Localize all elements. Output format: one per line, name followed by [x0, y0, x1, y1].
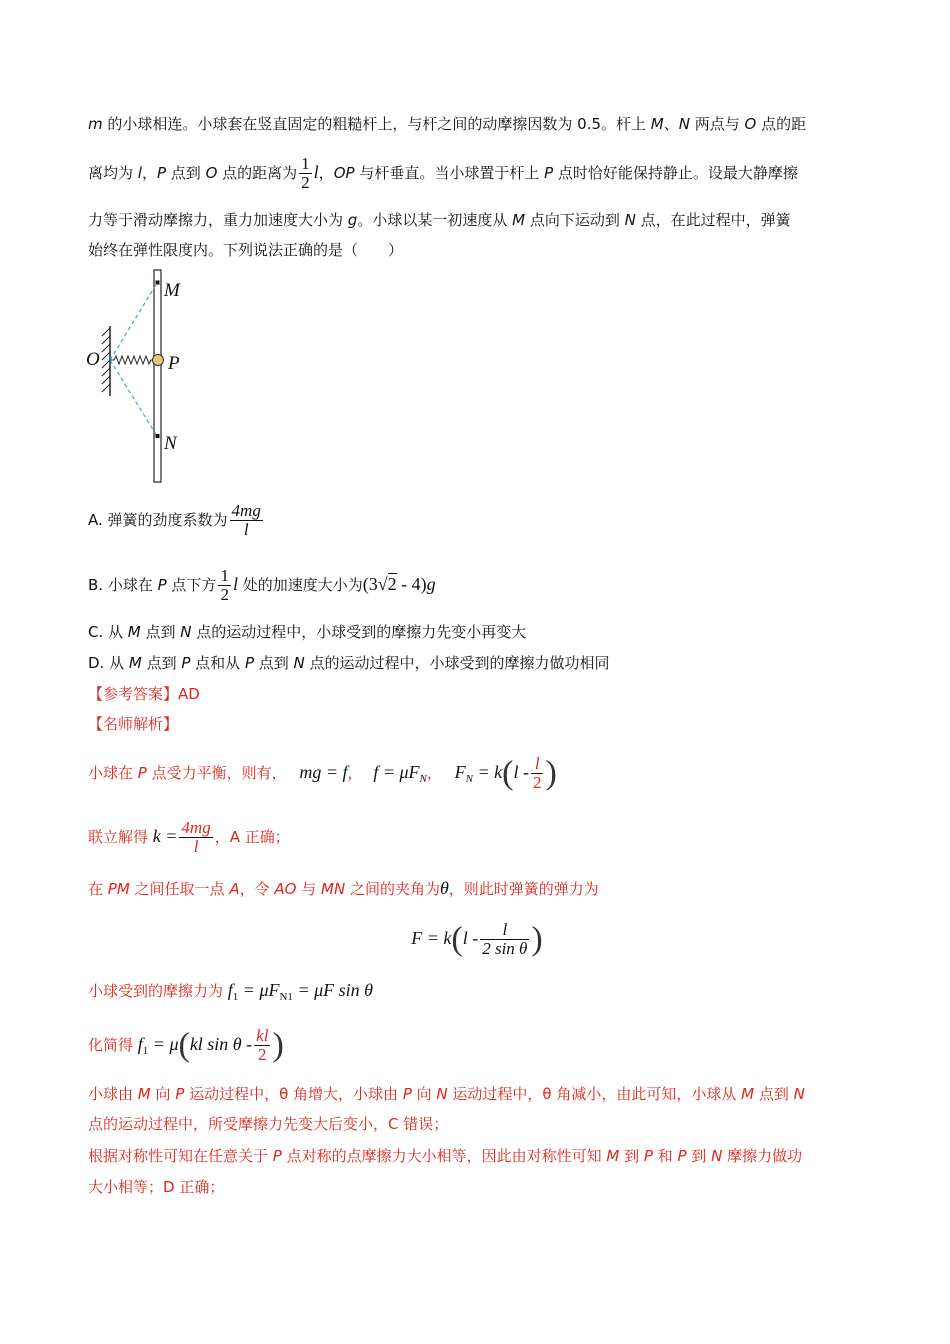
text-run: m: [88, 115, 103, 133]
text-run: MN: [321, 880, 346, 898]
text-run: O: [744, 115, 757, 133]
text-run: A: [229, 880, 240, 898]
text-run: 两点与: [690, 115, 745, 133]
text-run: P: [677, 1147, 687, 1165]
text-run: 运动过程中，θ 角增大，小球由: [184, 1085, 403, 1103]
text-run: 点到: [754, 1085, 794, 1103]
solution-line-1: 小球在 P 点受力平衡，则有， mg = f， $f = \mu F_N$， $F_N = k(l$ - $\frac{l}{2}$ ): [88, 754, 557, 792]
option-C: [88, 620, 866, 644]
text-run: 点到: [141, 654, 182, 672]
text-run: 摩擦力做功: [722, 1147, 803, 1165]
fraction-half: $\frac{1}{2}$: [301, 154, 310, 192]
solution-line-3: 在 PM 之间任取一点 A，令 AO 与 MN 之间的夹角为θ，则此时弹簧的弹力为: [88, 878, 599, 898]
option-A: A. 弹簧的劲度系数为 $\frac{4mg}{l}$: [88, 501, 261, 539]
text-run: M: [512, 211, 526, 229]
analysis-label: 【名师解析】: [88, 715, 179, 733]
text-run: 点的运动过程中，小球受到的摩擦力先变小再变大: [191, 623, 527, 641]
question-line-3: [88, 208, 866, 232]
text-run: 到: [619, 1147, 644, 1165]
text-run: C. 从: [88, 623, 128, 641]
text-run: M: [128, 654, 142, 672]
text-run: M: [650, 115, 664, 133]
question-line-1: [88, 112, 866, 136]
text-run: 和: [652, 1147, 678, 1165]
text-run: M: [606, 1147, 620, 1165]
text-run: N: [180, 623, 192, 641]
text-run: g: [347, 211, 358, 229]
text-run: P: [643, 1147, 653, 1165]
fraction-k: $\frac{4mg}{l}$: [181, 818, 211, 856]
ball: [153, 355, 164, 366]
text-run: AO: [274, 880, 297, 898]
text-run: 力等于滑动摩擦力，重力加速度大小为: [88, 211, 348, 229]
text-run: 点的运动过程中，小球受到的摩擦力做功相同: [304, 654, 610, 672]
fraction-kl-2: $\frac{kl}{2}$: [256, 1026, 269, 1064]
text-run: N: [293, 654, 305, 672]
text-run: 向: [150, 1085, 176, 1103]
label-P: P: [168, 353, 180, 374]
fraction-4mg-l: $\frac{4mg}{l}$: [231, 501, 261, 539]
point-N: [156, 434, 160, 438]
fraction-l-2sin: $\frac{l}{\text{2 sin θ}}$: [482, 920, 528, 958]
text-run: P: [402, 1085, 412, 1103]
dashed-line-ON: [110, 360, 157, 436]
solution-line-5: 小球受到的摩擦力为 $f_1 = \mu F_{N1} = \mu F$ sin θ: [88, 980, 373, 1003]
fraction-l-2: $\frac{l}{2}$: [532, 754, 542, 792]
text-run: PM: [107, 880, 130, 898]
text-run: 点，在此过程中，弹簧: [635, 211, 791, 229]
spring-rod-figure: [80, 266, 220, 486]
label-O: O: [86, 349, 100, 370]
text-run: M: [137, 1085, 151, 1103]
text-run: 之间的夹角为: [345, 880, 440, 898]
option-D: [88, 651, 866, 675]
text-run: 点和从: [190, 654, 245, 672]
solution-line-7: [88, 1082, 866, 1106]
text-run: 之间任取一点: [129, 880, 230, 898]
label-N: N: [164, 433, 177, 454]
spring: [110, 356, 154, 364]
solution-line-10: 大小相等；D 正确；: [88, 1178, 225, 1196]
dashed-line-OM: [110, 283, 157, 360]
text-run: 。小球以某一初速度从: [357, 211, 513, 229]
text-run: D. 从: [88, 654, 129, 672]
text-run: 根据对称性可知在任意关于: [88, 1147, 273, 1165]
solution-line-6: 化简得 $f_1 = \mu(kl$ sin θ - $\frac{kl}{2}$ ): [88, 1026, 284, 1064]
text-run: 向: [411, 1085, 437, 1103]
text-run: 的小球相连。小球套在竖直固定的粗糙杆上，与杆之间的动摩擦因数为 0.5。杆上: [102, 115, 651, 133]
text-run: 点到: [140, 623, 181, 641]
solution-line-4: F = k(l - $\frac{l}{\text{2 sin θ}}$ ): [411, 920, 543, 958]
answer-label: 【参考答案】AD: [88, 685, 200, 703]
text-run: 点到: [254, 654, 294, 672]
text-run: N: [711, 1147, 723, 1165]
text-run: P: [244, 654, 254, 672]
text-run: 在: [88, 880, 108, 898]
text-run: P: [175, 1085, 185, 1103]
fraction-half-b: $\frac{1}{2}$: [220, 566, 229, 604]
text-run: P: [272, 1147, 282, 1165]
text-run: N: [793, 1085, 805, 1103]
text-run: M: [127, 623, 141, 641]
sqrt-sign: √: [377, 574, 388, 594]
text-run: 、: [663, 115, 679, 133]
text-run: N: [436, 1085, 448, 1103]
option-B: B. 小球在 P 点下方 $\frac{1}{2}$ l 处的加速度大小为(3√2 - 4)g: [88, 566, 436, 604]
text-run: 点对称的点摩擦力大小相等，因此由对称性可知: [281, 1147, 607, 1165]
question-line-2: 离均为 l，P 点到 O 点的距离为 $\frac{1}{2}$ l，OP 与杆垂直。当小球置于杆上 P 点时恰好能保持静止。设最大静摩擦: [88, 154, 798, 192]
text-run: 小球由: [88, 1085, 138, 1103]
solution-line-8: 点的运动过程中，所受摩擦力先变大后变小，C 错误；: [88, 1115, 449, 1133]
text-run: 点的距: [756, 115, 807, 133]
text-run: N: [624, 211, 636, 229]
text-run: 点向下运动到: [525, 211, 625, 229]
text-run: 运动过程中，θ 角减小，由此可知，小球从: [447, 1085, 742, 1103]
wall-hatching: [102, 328, 110, 392]
text-run: ，令: [239, 880, 275, 898]
text-run: P: [181, 654, 191, 672]
text-run: 到: [686, 1147, 712, 1165]
solution-line-9: [88, 1144, 866, 1168]
question-line-4: 始终在弹性限度内。下列说法正确的是（ ）: [88, 241, 404, 259]
text-run: M: [741, 1085, 755, 1103]
vertical-rod: [154, 270, 161, 482]
point-M: [156, 281, 160, 285]
text-run: N: [678, 115, 690, 133]
solution-line-2: 联立解得 k = $\frac{4mg}{l}$ ，A 正确；: [88, 818, 290, 856]
label-M: M: [164, 280, 180, 301]
text-run: 与: [296, 880, 321, 898]
